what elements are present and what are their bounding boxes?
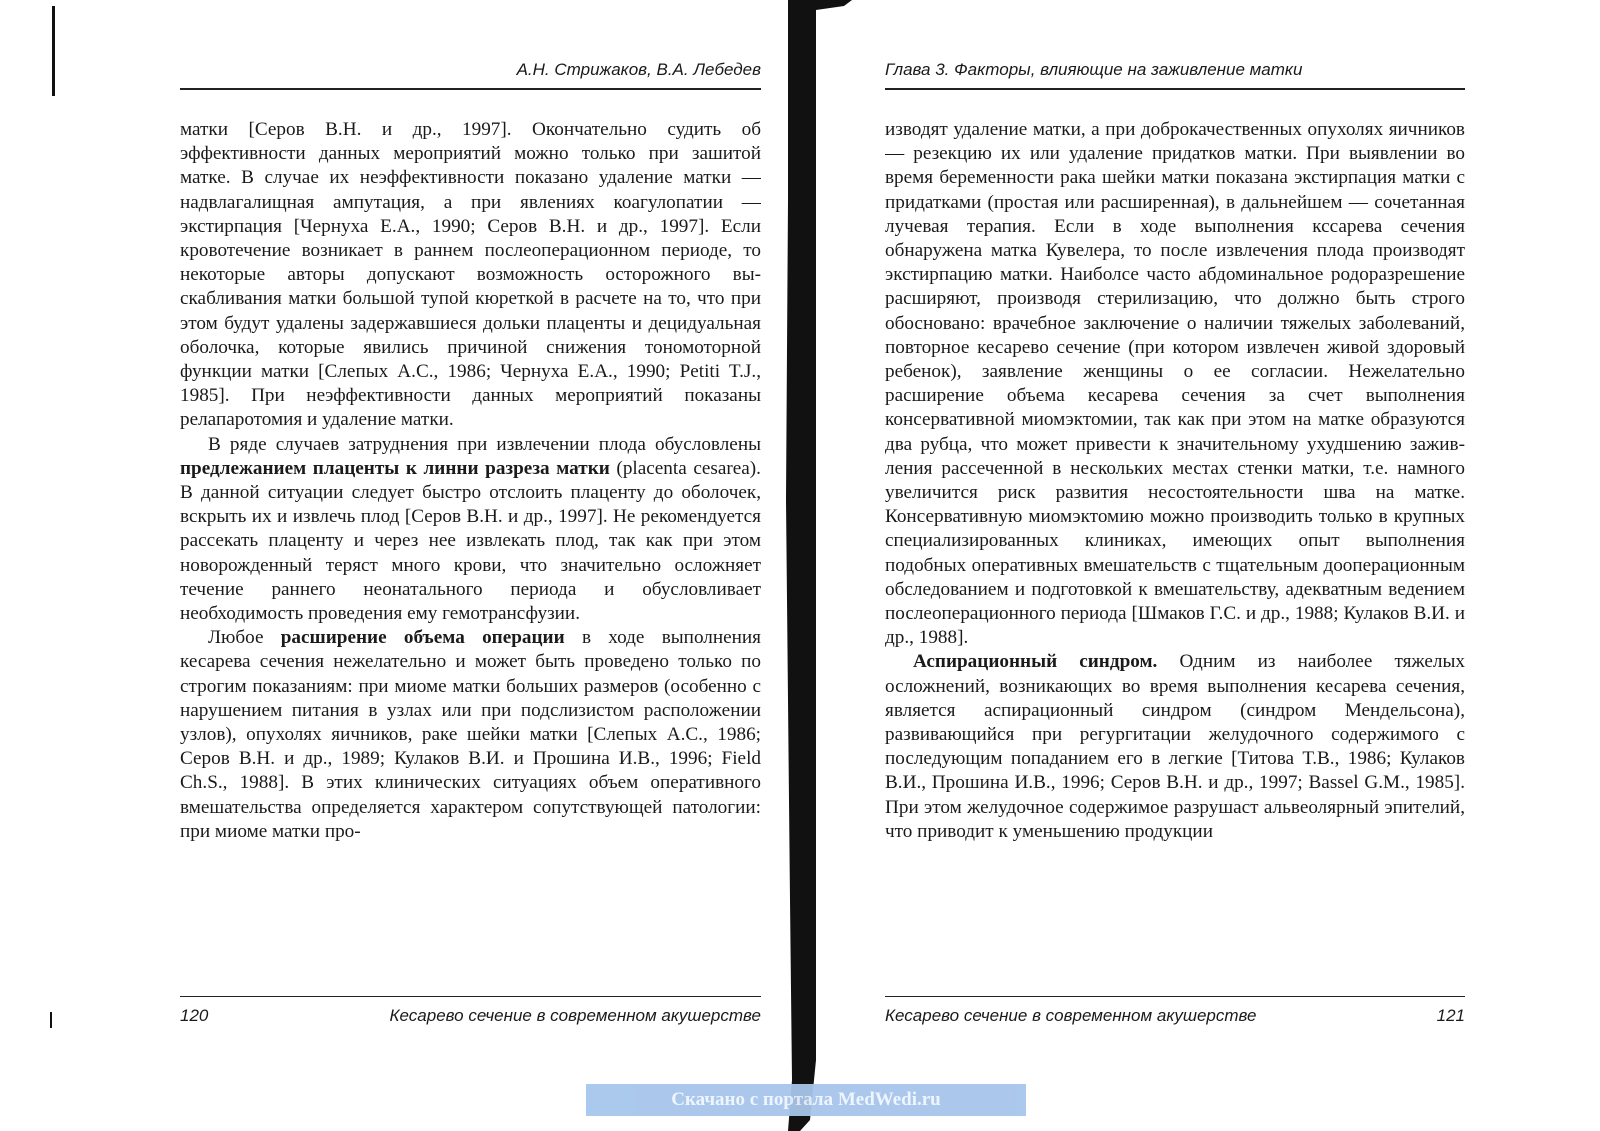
bold-term: предлежанием плаценты к линни разреза матки	[180, 457, 610, 479]
right-running-head: Глава 3. Факторы, влияющие на заживление матки	[885, 60, 1303, 79]
right-page	[885, 0, 1465, 1131]
paragraph	[885, 650, 1465, 844]
text-run: матки [Серов В.Н. и др., 1997]. Окончательно судить об эффективности данных мероприятий можно только при зашитой матке. В случае их неэффективности показано удаление матки — надвлагалищная ампутация, а при явлениях коагулопатии — экстирпация [Чернуха Е.А., 1990; Серов В.Н. и др., 1997]. Если кровотечение возникает в раннем послеоперационном периоде, то некоторые авторы допускают возможность осторожного выскабливания матки большой тупой кюреткой в расчете на то, что при этом будут удалены задержавшиеся дольки плаценты и децидуальная оболочка, которые явились причиной снижения тономоторной функции матки [Слепых А.С., 1986; Чернуха Е.А., 1990; Petiti T.J., 1985]. При неэффективности данных мероприятий показаны релапаротомия и удаление матки.	[180, 119, 761, 431]
watermark-banner[interactable]: Скачано с портала MedWedi.ru	[586, 1084, 1026, 1116]
text-run: (placenta cesarea). В данной ситуации следует быстро отслоить плаценту до оболочек, вскрыть их и извлечь плод [Серов В.Н. и др., 1997]. Не рекомендуется рассекать плаценту и через нее извлекать плод, так как при этом новорожденный теряст много крови, что значительно осложняет течение раннего неонатального периода и обусловливает необходимость проведения ему гемотрансфузии.	[180, 457, 761, 625]
book-gutter-shadow	[780, 0, 860, 1131]
left-running-head: А.Н. Стрижаков, В.А. Лебедев	[516, 60, 761, 79]
left-running-foot	[180, 1004, 761, 1028]
left-foot-title: Кесарево сечение в современном акушерстве	[389, 1006, 761, 1025]
text-run: Любое	[208, 627, 281, 649]
paragraph	[180, 433, 761, 627]
right-body-text	[885, 118, 1465, 978]
text-run: изводят удаление матки, а при доброкачественных опухолях яичников — резекцию их или удаление придатков матки. При выявлении во время беременности рака шейки матки показана экстирпация матки с придатками (простая или расширенная), в дальнейшем — сочетанная лучевая терапия. Если в ходе выполнения кссарева сечения обнаружена матка Кувелера, то после извлечения плода производят экстирпацию матки. Наиболсе часто абдоминальное родоразрешение расширяют, производя стерилизацию, что должно быть строго обосновано: врачебное заключение о наличии тяжелых заболеваний, повторное кесарево сечение (при котором извлечен живой здоровый ребенок), заявление женщины о ее согласии. Нежелательно расширение объема кесарева сечения за счет выполнения консервативной миомэктомии, так как при этом на матке образуются два рубца, что может привести к значительному ухудшению заживления рассеченной в нескольких местах стенки матки, т.е. намного увеличится риск развития несостоятельности шва на матке. Консервативную миомэктомию можно производить только в крупных специализированных клиниках, имеющих опыт выполнения подобных оперативных вмешательств с тщательным дооперационным обследованием и подготовкой к вмешательству, адекватным ведением послеоперационного периода [Шмаков Г.С. и др., 1988; Кулаков В.И. и др., 1988].	[885, 119, 1465, 649]
scan-edge-mark-top-left	[52, 6, 55, 96]
right-foot-rule	[885, 996, 1465, 997]
paragraph	[180, 118, 761, 433]
left-page	[180, 0, 761, 1131]
scan-edge-mark-bottom-left	[50, 1012, 52, 1028]
text-run: в ходе выполнения кесарева сечения нежелательно и может быть проведено только по строгим показаниям: при миоме матки больших размеров (особенно с нарушением питания в узлах или при подслизистом расположении узлов), опухолях яичников, раке шейки матки [Слепых А.С., 1986; Серов В.Н. и др., 1989; Кулаков В.И. и Прошина И.В., 1996; Field Ch.S., 1988]. В этих клинических ситуациях объем оперативного вмешательства определяется характером сопутствующей патологии: при миоме матки про-	[180, 627, 761, 842]
right-page-number: 121	[1436, 1006, 1465, 1025]
left-foot-rule	[180, 996, 761, 997]
bold-term: расширение объема операции	[280, 627, 565, 649]
right-foot-title: Кесарево сечение в современном акушерстве	[885, 1006, 1257, 1025]
left-head-rule	[180, 88, 761, 90]
paragraph	[885, 118, 1465, 650]
text-run: В ряде случаев затруднения при извлечении плода обусловлены	[208, 433, 761, 455]
left-body-text	[180, 118, 761, 978]
paragraph	[180, 626, 761, 844]
left-page-number: 120	[180, 1006, 209, 1025]
text-run: Одним из наиболее тяжелых осложнений, возникающих во время выполнения кесарева сечения, является аспирационный синдром (синдром Мендельсона), развивающийся при регургитации желудочного содержимого с последующим попаданием его в легкие [Титова Т.В., 1986; Кулаков В.И., Прошина И.В., 1996; Серов В.Н. и др., 1997; Bassel G.M., 1985]. При этом желудочное содержимое разрушаст альвеолярный эпителий, что приводит к уменьшению продукции	[885, 651, 1465, 842]
right-running-foot	[885, 1004, 1465, 1028]
right-head-rule	[885, 88, 1465, 90]
bold-term: Аспирационный синдром.	[913, 651, 1158, 673]
